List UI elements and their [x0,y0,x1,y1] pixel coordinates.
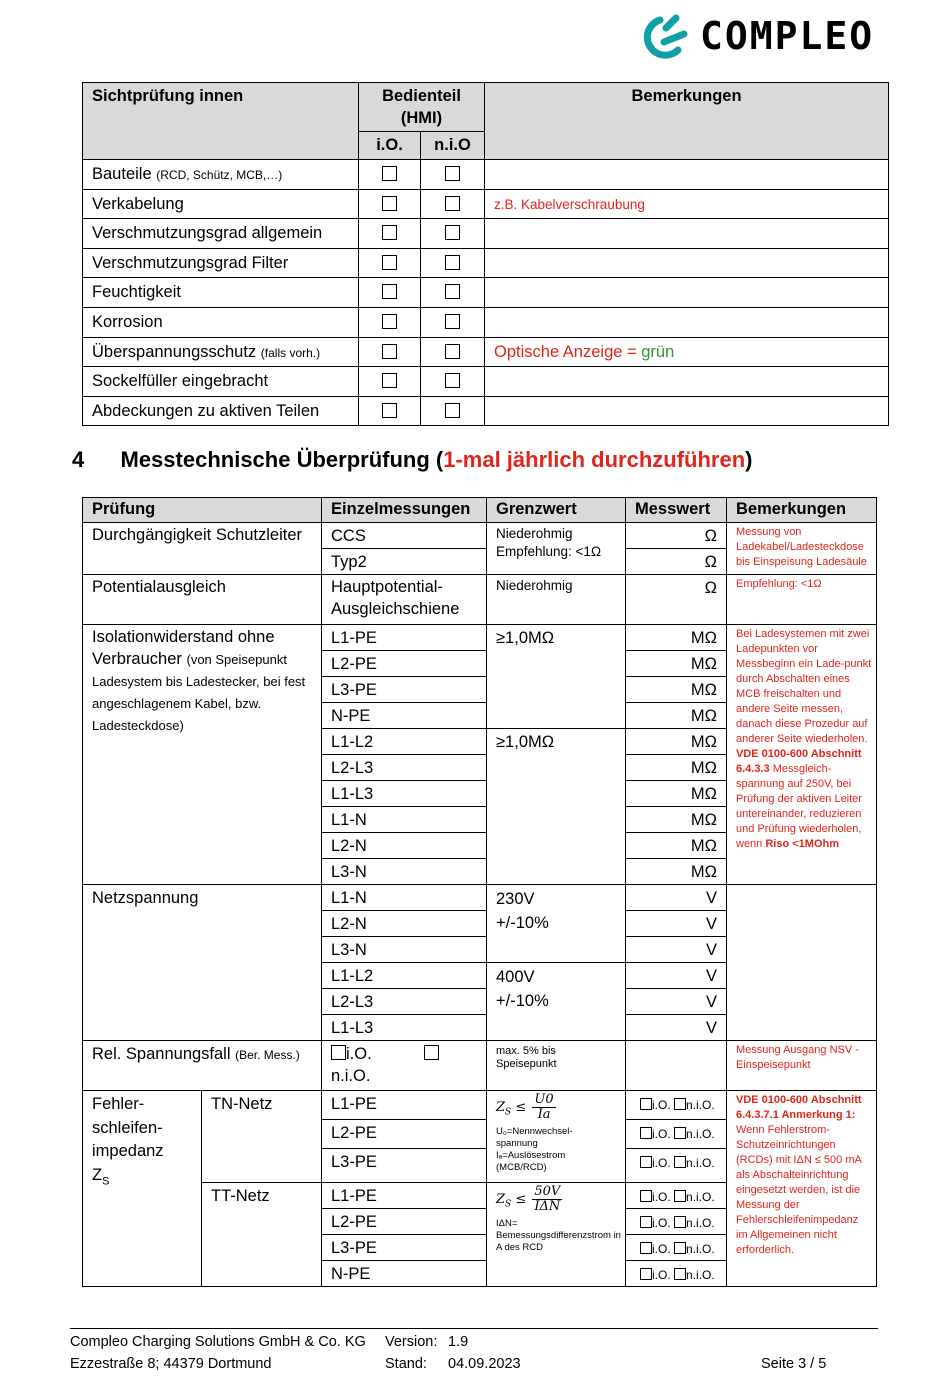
io-checkbox[interactable] [382,284,397,299]
zs-nio-checkbox[interactable] [674,1190,686,1202]
nio-checkbox[interactable] [445,166,460,181]
durch-limit: Niederohmig Empfehlung: <1Ω [487,523,626,575]
compleo-logo [636,8,876,62]
inspection-remark[interactable] [485,396,889,426]
inspection-label: Feuchtigkeit [83,278,359,308]
isolation-value[interactable]: MΩ [626,677,727,703]
durch-value-typ2[interactable]: Ω [626,549,727,575]
section-number: 4 [72,447,85,472]
isolation-measure: L3-PE [322,677,487,703]
formula-zs-tn: $Z_S$ ≤ $\frac{U0}{Ia}$ [496,1092,554,1122]
optic-remark-green: grün [641,342,675,361]
inspection-row [83,248,889,278]
io-checkbox-cell[interactable] [359,337,421,367]
isolation-value[interactable]: MΩ [626,859,727,885]
netz-value[interactable]: V [626,937,727,963]
io-checkbox-cell[interactable] [359,278,421,308]
isolation-measure: L3-N [322,859,487,885]
isolation-measure: L2-PE [322,651,487,677]
tn-formula: $Z_S$ ≤ $\frac{U0}{Ia}$ U₀=Nennwechsel-spannung Iₐ=Auslösestrom (MCB/RCD) [487,1091,626,1183]
netz-label: Netzspannung [83,885,322,1041]
rel-io-checkbox[interactable] [331,1045,346,1060]
rel-checkboxes[interactable]: i.O. n.i.O. [322,1041,487,1091]
durch-value-ccs[interactable]: Ω [626,523,727,549]
inspection-remark[interactable] [485,248,889,278]
nio-checkbox-cell[interactable] [421,307,485,337]
potential-label: Potentialausgleich [83,575,322,625]
inspection-row [83,367,889,397]
zs-check-cell[interactable]: i.O. n.i.O. [626,1120,727,1149]
isolation-measure: L1-PE [322,625,487,651]
netz-measure: L1-L3 [322,1015,487,1041]
inspection-remark[interactable] [485,160,889,190]
inspection-label: Abdeckungen zu aktiven Teilen [83,396,359,426]
zs-measure: N-PE [322,1261,487,1287]
inspection-row [83,189,889,219]
io-checkbox[interactable] [382,314,397,329]
netz-value[interactable]: V [626,1015,727,1041]
nio-checkbox[interactable] [445,196,460,211]
zs-measure: L1-PE [322,1091,487,1120]
isolation-value[interactable]: MΩ [626,625,727,651]
io-checkbox-cell[interactable] [359,189,421,219]
isolation-measure: L1-L2 [322,729,487,755]
isolation-value[interactable]: MΩ [626,781,727,807]
zs-nio-checkbox[interactable] [674,1242,686,1254]
footer-stand-label: Stand: [385,1356,427,1372]
isolation-value[interactable]: MΩ [626,729,727,755]
netz-row [83,885,877,911]
io-checkbox[interactable] [382,255,397,270]
zs-check-cell[interactable]: i.O. n.i.O. [626,1149,727,1183]
inspection-label: Verschmutzungsgrad allgemein [83,219,359,249]
zs-nio-checkbox[interactable] [674,1268,686,1280]
io-checkbox[interactable] [382,196,397,211]
nio-checkbox[interactable] [445,284,460,299]
nio-checkbox-cell[interactable] [421,367,485,397]
isolation-measure: L1-N [322,807,487,833]
header-nio: n.i.O [421,132,485,160]
inspection-label: Bauteile (RCD, Schütz, MCB,…) [83,160,359,190]
header-grenzwert: Grenzwert [487,498,626,523]
footer-version: 1.9 [448,1334,469,1350]
io-checkbox-cell[interactable] [359,307,421,337]
nio-checkbox-cell[interactable] [421,278,485,308]
inspection-row [83,337,889,367]
zs-measure: L2-PE [322,1209,487,1235]
isolation-limit-1: ≥1,0MΩ [487,625,626,729]
header-messwert: Messwert [626,498,727,523]
rel-label: Rel. Spannungsfall (Ber. Mess.) [83,1041,322,1091]
inspection-label: Sockelfüller eingebracht [83,367,359,397]
inspection-row [83,396,889,426]
zs-io-checkbox[interactable] [640,1268,652,1280]
zs-nio-checkbox[interactable] [674,1216,686,1228]
nio-checkbox-cell[interactable] [421,337,485,367]
zs-nio-checkbox[interactable] [674,1098,686,1110]
zs-check-cell[interactable]: i.O. n.i.O. [626,1209,727,1235]
isolation-row [83,625,877,651]
measure-typ2: Typ2 [322,549,487,575]
io-checkbox-cell[interactable] [359,367,421,397]
header-pruefung: Prüfung [83,498,322,523]
inspection-label: Überspannungsschutz (falls vorh.) [83,337,359,367]
netz-limit-2: 400V +/-10% [487,963,626,1041]
io-checkbox-cell[interactable] [359,160,421,190]
durch-remark: Messung von Ladekabel/Ladesteckdose bis Einspeisung Ladesäule [727,523,877,575]
netz-limit-1: 230V +/-10% [487,885,626,963]
zs-nio-checkbox[interactable] [674,1156,686,1168]
nio-checkbox[interactable] [445,373,460,388]
netz-measure: L1-L2 [322,963,487,989]
zs-measure: L1-PE [322,1183,487,1209]
zs-row [83,1091,877,1120]
zs-io-checkbox[interactable] [640,1216,652,1228]
zs-io-checkbox[interactable] [640,1098,652,1110]
zs-io-checkbox[interactable] [640,1156,652,1168]
zs-remark: VDE 0100-600 Abschnitt 6.4.3.7.1 Anmerkung 1: Wenn Fehlerstrom-Schutzeinrichtungen (RCDs) mit IΔN ≤ 500 mA als Abschalteinrichtung eingesetzt werden, ist die Messung der Fehlerschleifenimpedanz im Allgemeinen nicht erforderlich. [727,1091,877,1287]
zs-check-cell[interactable]: i.O. n.i.O. [626,1091,727,1120]
tt-netz-label: TT-Netz [202,1183,322,1287]
isolation-remark: Bei Ladesystemen mit zwei Ladepunkten vor Messbeginn ein Lade-punkt durch Abschalten eines MCB freischalten und andere Seite messen, danach diese Prozedur auf anderer Seite wiederholen. VDE 0100-600 Abschnitt 6.4.3.3 Messgleich-spannung auf 250V, bei Prüfung der aktiven Leiter untereinander, reduzieren und Prüfung wiederholen, wenn Riso <1MOhm [727,625,877,885]
rel-limit: max. 5% bis Speisepunkt [487,1041,626,1091]
zs-nio-checkbox[interactable] [674,1127,686,1139]
header-einzelmessungen: Einzelmessungen [322,498,487,523]
durchgaengigkeit-label: Durchgängigkeit Schutzleiter [83,523,322,575]
netz-value[interactable]: V [626,911,727,937]
tt-formula: $Z_S$ ≤ $\frac{50V}{\text{IΔN}}$ IΔN= Bemessungsdifferenzstrom in A des RCD [487,1183,626,1287]
io-checkbox[interactable] [382,373,397,388]
nio-checkbox[interactable] [445,255,460,270]
inspection-label: Korrosion [83,307,359,337]
nio-checkbox-cell[interactable] [421,219,485,249]
nio-checkbox-cell[interactable] [421,189,485,219]
section-title-end: ) [745,447,753,472]
netz-measure: L1-N [322,885,487,911]
rel-value[interactable] [626,1041,727,1091]
inspection-row [83,219,889,249]
header-remarks: Bemerkungen [485,83,889,160]
isolation-value[interactable]: MΩ [626,833,727,859]
inspection-label: Verschmutzungsgrad Filter [83,248,359,278]
measure-ccs: CCS [322,523,487,549]
inspection-remark-text: z.B. Kabelverschraubung [494,196,645,212]
footer-rule [70,1328,878,1329]
zs-measure: L2-PE [322,1120,487,1149]
potential-limit: Niederohmig [487,575,626,625]
netz-remark [727,885,877,1041]
nio-checkbox-cell[interactable] [421,248,485,278]
footer-stand: 04.09.2023 [448,1356,521,1372]
footer-address: Ezzestraße 8; 44379 Dortmund [70,1356,272,1372]
inspection-row [83,160,889,190]
compleo-logo-icon [636,8,696,62]
netz-measure: L2-L3 [322,989,487,1015]
nio-checkbox[interactable] [445,344,460,359]
zs-measure: L3-PE [322,1235,487,1261]
header-hmi: Bedienteil (HMI) [359,83,485,132]
visual-inspection-table [82,82,889,426]
nio-checkbox-cell[interactable] [421,396,485,426]
io-checkbox-cell[interactable] [359,219,421,249]
optic-remark-red: Optische Anzeige = [494,342,642,361]
header-visual-inspection: Sichtprüfung innen [83,83,359,160]
io-checkbox-cell[interactable] [359,396,421,426]
potential-measure: Hauptpotential- Ausgleichschiene [322,575,487,625]
formula-zs-tt: $Z_S$ ≤ $\frac{50V}{\text{IΔN}}$ [496,1184,561,1214]
isolation-measure: L1-L3 [322,781,487,807]
inspection-remark[interactable] [485,278,889,308]
io-checkbox[interactable] [382,166,397,181]
isolation-value[interactable]: MΩ [626,755,727,781]
netz-measure: L2-N [322,911,487,937]
footer-version-label: Version: [385,1334,438,1350]
zs-measure: L3-PE [322,1149,487,1183]
isolation-label: Isolationwiderstand ohne Verbraucher (von Speisepunkt Ladesystem bis Ladestecker, bei fest angeschlagenem Kabel, bzw. Ladesteckdose) [83,625,322,885]
zs-io-checkbox[interactable] [640,1242,652,1254]
isolation-value[interactable]: MΩ [626,807,727,833]
inspection-remark[interactable] [485,307,889,337]
inspection-row [83,307,889,337]
zs-label: Fehler- schleifen- impedanz $Z_S$ [83,1091,202,1287]
rel-remark: Messung Ausgang NSV - Einspeisepunkt [727,1041,877,1091]
inspection-label: Verkabelung [83,189,359,219]
isolation-measure: L2-N [322,833,487,859]
rel-nio-checkbox[interactable] [424,1045,439,1060]
nio-checkbox[interactable] [445,314,460,329]
io-checkbox[interactable] [382,403,397,418]
inspection-remark[interactable] [485,219,889,249]
nio-checkbox-cell[interactable] [421,160,485,190]
nio-checkbox[interactable] [445,225,460,240]
netz-value[interactable]: V [626,989,727,1015]
zs-io-checkbox[interactable] [640,1127,652,1139]
measurement-table [82,497,877,1287]
zs-check-cell[interactable]: i.O. n.i.O. [626,1235,727,1261]
isolation-measure: L2-L3 [322,755,487,781]
section-heading [72,446,752,474]
io-checkbox-cell[interactable] [359,248,421,278]
netz-value[interactable]: V [626,963,727,989]
footer-company: Compleo Charging Solutions GmbH & Co. KG [70,1334,366,1350]
potential-value[interactable]: Ω [626,575,727,625]
section-title-red: 1-mal jährlich durchzuführen [443,447,746,472]
netz-value[interactable]: V [626,885,727,911]
inspection-remark[interactable] [485,337,889,367]
isolation-value[interactable]: MΩ [626,703,727,729]
nio-checkbox[interactable] [445,403,460,418]
isolation-measure: N-PE [322,703,487,729]
inspection-remark[interactable] [485,189,889,219]
potential-remark: Empfehlung: <1Ω [727,575,877,625]
netz-measure: L3-N [322,937,487,963]
isolation-limit-2: ≥1,0MΩ [487,729,626,885]
inspection-row [83,278,889,308]
footer-page: Seite 3 / 5 [761,1356,827,1372]
inspection-remark[interactable] [485,367,889,397]
section-title: Messtechnische Überprüfung ( [120,447,444,472]
tn-netz-label: TN-Netz [202,1091,322,1183]
zs-check-cell[interactable]: i.O. n.i.O. [626,1261,727,1287]
isolation-value[interactable]: MΩ [626,651,727,677]
logo-text: COMPLEO [700,14,875,58]
header-bemerkungen: Bemerkungen [727,498,877,523]
io-checkbox[interactable] [382,225,397,240]
zs-io-checkbox[interactable] [640,1190,652,1202]
header-io: i.O. [359,132,421,160]
zs-check-cell[interactable]: i.O. n.i.O. [626,1183,727,1209]
io-checkbox[interactable] [382,344,397,359]
